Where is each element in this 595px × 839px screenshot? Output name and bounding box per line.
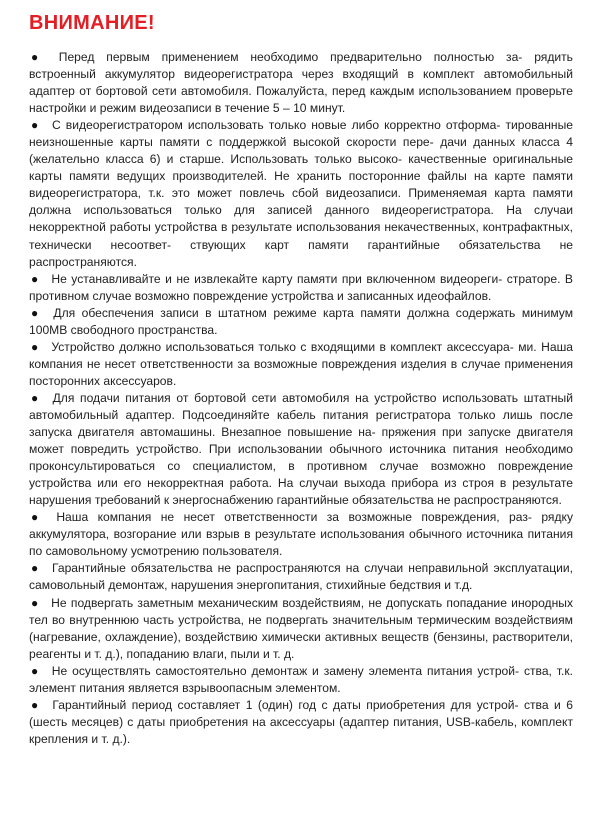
- list-item-text: С видеорегистратором использовать только новые либо корректно отформа- тированные неизношенные карты памяти с поддержкой высокой скорости пере- дачи данных класса 4 (желательно класса 6) и старше. Использовать только высоко- качественные оригинальные карты памяти ведущих производителей. Не хранить посторонние файлы на карте памяти видеорегистратора, т.к. это может повлечь сбой видеозаписи. Применяемая карта памяти должна использоваться только для записей данного видеорегистратора. На случаи некорректной работы устройства в результате использования некачественных, контрафактных, технически несоответ- ствующих карт памяти гарантийные обязательства не распространяются.: [29, 118, 577, 269]
- bullet-icon: ●: [31, 697, 41, 712]
- list-item-text: Наша компания не несет ответственности за возможные повреждения, раз- рядку аккумулятора, возгорание или взрыв в результате использования обычного источника питания по самовольному усмотрению пользователя.: [29, 510, 577, 559]
- list-item-text: Для обеспечения записи в штатном режиме карта памяти должна содержать минимум 100MB свободного пространства.: [29, 305, 577, 337]
- bullet-icon: ●: [31, 50, 47, 64]
- page-title: ВНИМАНИЕ!: [29, 12, 155, 34]
- list-item-text: Гарантийные обязательства не распространяются на случаи неправильной эксплуатации, самовольный демонтаж, нарушения энергопитания, стихийные бедствия и т.д.: [29, 561, 577, 593]
- list-item: [29, 663, 577, 697]
- list-item: [29, 697, 577, 748]
- bullet-icon: ●: [31, 595, 40, 610]
- bullet-icon: ●: [31, 271, 40, 286]
- list-item: [29, 49, 577, 117]
- list-item: [29, 560, 577, 594]
- bullet-icon: ●: [31, 305, 42, 320]
- bullet-icon: ●: [31, 510, 45, 525]
- list-item-text: Для подачи питания от бортовой сети автомобиля на устройство использовать штатный автомобильный адаптер. Подсоединяйте кабель питания регистратора только лишь после запуска двигателя автомашины. Внезапное повышение на- пряжения при запуске двигателя может повредить устройство. При использовании обычного источника питания необходимо проконсультироваться со специалистом, в противном случае возможно повреждение устройства или его некорректная работа. На случаи выхода прибора из строя в результате нарушения требований к энергоснабжению гарантийные обязательства не распространяются.: [29, 390, 577, 508]
- list-item-text: Гарантийный период составляет 1 (один) год с даты приобретения для устрой- ства и 6 (шесть месяцев) с даты приобретения на аксессуары (адаптер питания, USB-кабель, комплект крепления и т. д.).: [29, 697, 577, 746]
- list-item-text: Перед первым применением необходимо предварительно полностью за- рядить встроенный аккумулятор видеорегистратора через входящий в комплект автомобильный адаптер от бортовой сети автомобиля. Пожалуйста, перед каждым использованием проверьте настройки и режим видеозаписи в течение 5 – 10 минут.: [29, 50, 577, 116]
- list-item: [29, 390, 577, 509]
- list-item: [29, 509, 577, 560]
- list-item: [29, 339, 577, 390]
- list-item-text: Не осуществлять самостоятельно демонтаж и замену элемента питания устрой- ства, т.к. элемент питания является взрывоопасным элементом.: [29, 663, 577, 695]
- list-item-text: Не устанавливайте и не извлекайте карту памяти при включенном видеореги- страторе. В противном случае возможно повреждение устройства и записанных идеофайлов.: [29, 271, 577, 303]
- bullet-icon: ●: [31, 339, 40, 354]
- bullet-icon: ●: [31, 561, 40, 576]
- bullet-icon: ●: [31, 390, 41, 405]
- list-item-text: Устройство должно использоваться только с входящими в комплект аксессуара- ми. Наша компания не несет ответственности за возможные повреждения изделия в случае применения посторонних аксессуаров.: [29, 339, 577, 388]
- list-item: [29, 595, 577, 663]
- list-item: [29, 305, 577, 339]
- list-item-text: Не подвергать заметным механическим воздействиям, не допускать попадание инородных тел во внутреннюю часть устройства, не подвергать значительным термическим воздействиям (нагревание, охлаждение), воздействию химически активных веществ (бензины, растворители, реагенты и т. д.), попаданию влаги, пыли и т. д.: [29, 595, 577, 661]
- bullet-icon: ●: [31, 663, 40, 678]
- list-item: [29, 117, 577, 270]
- bullet-icon: ●: [31, 118, 40, 133]
- list-item: [29, 271, 577, 305]
- warning-list: [29, 49, 577, 748]
